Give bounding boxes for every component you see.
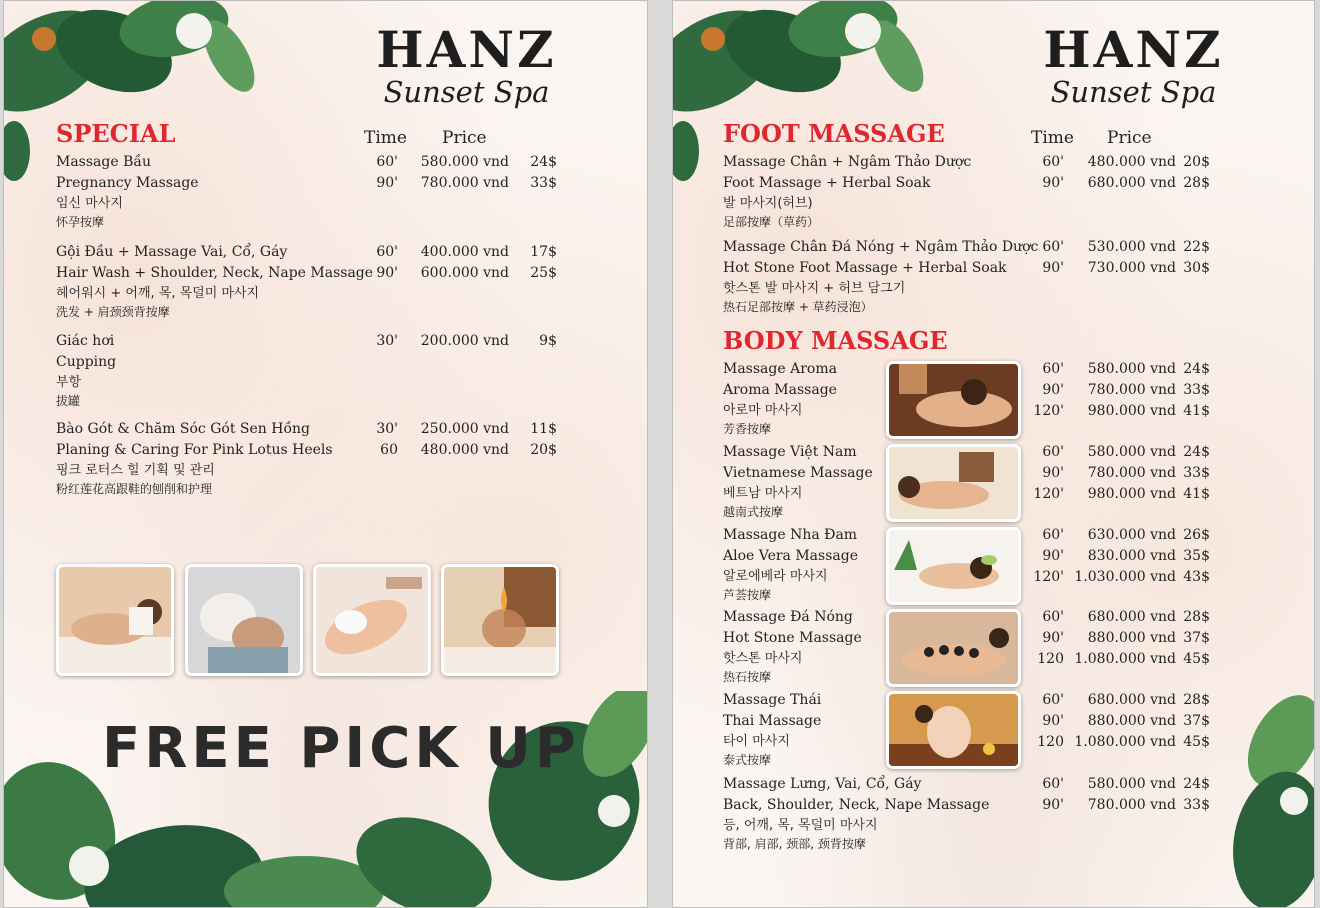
- item-name-en: Planing & Caring For Pink Lotus Heels: [56, 442, 333, 458]
- item-name-zh: 泰式按摩: [723, 753, 772, 767]
- price-vnd: 980.000 vnd: [1087, 403, 1176, 419]
- free-pick-up-banner: FREE PICK UP: [102, 716, 580, 781]
- price-vnd: 680.000 vnd: [1087, 692, 1176, 708]
- price-vnd: 250.000 vnd: [420, 421, 509, 437]
- item-name-ko: 타이 마사지: [723, 734, 790, 749]
- price-usd: 43$: [1183, 569, 1210, 585]
- item-name: Massage Việt Nam: [723, 444, 857, 460]
- price-vnd: 780.000 vnd: [1087, 382, 1176, 398]
- price-usd: 22$: [1183, 239, 1210, 255]
- item-name-en: Aroma Massage: [723, 382, 837, 398]
- item-name-en: Foot Massage + Herbal Soak: [723, 175, 931, 191]
- price-vnd: 880.000 vnd: [1087, 630, 1176, 646]
- item-name-zh: 背部, 肩部, 颈部, 颈背按摩: [723, 837, 866, 851]
- item-name-zh: 越南式按摩: [723, 505, 784, 519]
- section-title-body-massage: BODY MASSAGE: [723, 326, 948, 355]
- item-name-zh: 洗发 + 肩颈颈背按摩: [56, 305, 170, 319]
- item-name: Gội Đầu + Massage Vai, Cổ, Gáy: [56, 244, 288, 260]
- price-usd: 30$: [1183, 260, 1210, 276]
- price-vnd: 530.000 vnd: [1087, 239, 1176, 255]
- aroma-massage-photo: [886, 361, 1021, 439]
- item-name: Massage Bầu: [56, 154, 151, 170]
- price-usd: 45$: [1183, 651, 1210, 667]
- price-vnd: 580.000 vnd: [1087, 776, 1176, 792]
- item-name-zh: 热石按摩: [723, 670, 772, 684]
- item-name-ko: 베트남 마사지: [723, 486, 803, 501]
- item-name-ko: 헤어워시 + 어깨, 목, 목덜미 마사지: [56, 286, 260, 301]
- foliage-bottom-right-decoration: [1214, 691, 1314, 907]
- duration-label: 90': [1042, 713, 1064, 729]
- price-usd: 35$: [1183, 548, 1210, 564]
- menu-item: [723, 359, 837, 438]
- price-usd: 33$: [530, 175, 557, 191]
- cupping-photo: [441, 564, 559, 676]
- price-vnd: 600.000 vnd: [420, 265, 509, 281]
- hair-wash-photo: [185, 564, 303, 676]
- duration-label: 120: [1037, 734, 1064, 750]
- item-name-ko: 부항: [56, 375, 82, 390]
- price-usd: 37$: [1183, 713, 1210, 729]
- menu-item: [56, 242, 373, 321]
- duration-label: 90': [1042, 260, 1064, 276]
- item-name: Massage Chân + Ngâm Thảo Dược: [723, 154, 972, 170]
- duration-label: 90': [1042, 382, 1064, 398]
- duration-label: 90': [376, 175, 398, 191]
- price-vnd: 780.000 vnd: [1087, 797, 1176, 813]
- time-header: Time: [1031, 128, 1074, 148]
- item-name-en: Hot Stone Foot Massage + Herbal Soak: [723, 260, 1007, 276]
- duration-label: 120': [1033, 486, 1064, 502]
- price-usd: 25$: [530, 265, 557, 281]
- item-name-en: Cupping: [56, 354, 117, 370]
- duration-label: 30': [376, 333, 398, 349]
- menu-page-special: [3, 0, 648, 908]
- price-vnd: 200.000 vnd: [420, 333, 509, 349]
- price-usd: 45$: [1183, 734, 1210, 750]
- price-vnd: 580.000 vnd: [1087, 444, 1176, 460]
- item-name: Bào Gót & Chăm Sóc Gót Sen Hồng: [56, 421, 311, 437]
- duration-label: 60': [1042, 154, 1064, 170]
- time-header: Time: [364, 128, 407, 148]
- menu-item: [56, 331, 116, 410]
- price-usd: 20$: [1183, 154, 1210, 170]
- item-name-ko: 핫스톤 발 마사지 + 허브 담그기: [723, 281, 906, 296]
- brand-logo: [1031, 20, 1236, 109]
- price-usd: 24$: [1183, 361, 1210, 377]
- item-name-en: Back, Shoulder, Neck, Nape Massage: [723, 797, 990, 813]
- item-name-zh: 芦荟按摩: [723, 588, 772, 602]
- item-name-en: Thai Massage: [723, 713, 822, 729]
- duration-label: 60': [1042, 609, 1064, 625]
- heel-care-photo: [313, 564, 431, 676]
- item-name: Massage Đá Nóng: [723, 609, 853, 625]
- section-title-special: SPECIAL: [56, 119, 176, 148]
- price-vnd: 400.000 vnd: [420, 244, 509, 260]
- price-usd: 26$: [1183, 527, 1210, 543]
- duration-label: 90': [1042, 630, 1064, 646]
- price-usd: 37$: [1183, 630, 1210, 646]
- price-usd: 24$: [1183, 776, 1210, 792]
- price-vnd: 480.000 vnd: [1087, 154, 1176, 170]
- item-name: Massage Chân Đá Nóng + Ngâm Thảo Dược: [723, 239, 1039, 255]
- item-name: Massage Aroma: [723, 361, 837, 377]
- price-usd: 28$: [1183, 609, 1210, 625]
- menu-item: [723, 442, 873, 521]
- duration-label: 120: [1037, 651, 1064, 667]
- item-name-en: Aloe Vera Massage: [723, 548, 858, 564]
- item-name-ko: 핑크 로터스 힐 기획 및 관리: [56, 463, 215, 478]
- item-name-zh: 足部按摩（草药）: [723, 215, 820, 229]
- menu-item: [723, 237, 1038, 316]
- duration-label: 90': [376, 265, 398, 281]
- duration-label: 60': [376, 244, 398, 260]
- price-usd: 41$: [1183, 486, 1210, 502]
- item-name: Massage Thái: [723, 692, 822, 708]
- price-usd: 24$: [1183, 444, 1210, 460]
- duration-label: 60': [1042, 239, 1064, 255]
- item-name: Massage Lưng, Vai, Cổ, Gáy: [723, 776, 922, 792]
- price-vnd: 480.000 vnd: [420, 442, 509, 458]
- duration-label: 60': [1042, 692, 1064, 708]
- price-header: Price: [1107, 128, 1152, 148]
- duration-label: 90': [1042, 797, 1064, 813]
- item-name-ko: 발 마사지(허브): [723, 196, 813, 211]
- price-usd: 9$: [539, 333, 557, 349]
- vietnamese-massage-photo: [886, 444, 1021, 522]
- item-name-en: Hair Wash + Shoulder, Neck, Nape Massage: [56, 265, 374, 281]
- menu-page-massage: [672, 0, 1315, 908]
- duration-label: 120': [1033, 569, 1064, 585]
- price-vnd: 580.000 vnd: [1087, 361, 1176, 377]
- price-usd: 33$: [1183, 797, 1210, 813]
- duration-label: 60': [376, 154, 398, 170]
- price-vnd: 1.030.000 vnd: [1074, 569, 1176, 585]
- item-name-en: Pregnancy Massage: [56, 175, 199, 191]
- menu-item: [723, 774, 989, 853]
- price-vnd: 680.000 vnd: [1087, 175, 1176, 191]
- price-header: Price: [442, 128, 487, 148]
- duration-label: 60: [380, 442, 398, 458]
- price-vnd: 1.080.000 vnd: [1074, 651, 1176, 667]
- brand-subtitle: Sunset Spa: [383, 75, 550, 109]
- brand-name: HANZ: [1043, 20, 1224, 79]
- duration-label: 120': [1033, 403, 1064, 419]
- price-usd: 17$: [530, 244, 557, 260]
- price-usd: 33$: [1183, 382, 1210, 398]
- item-name-ko: 아로마 마사지: [723, 403, 803, 418]
- item-name-ko: 등, 어깨, 목, 목덜미 마사지: [723, 818, 878, 833]
- price-vnd: 680.000 vnd: [1087, 609, 1176, 625]
- price-vnd: 1.080.000 vnd: [1074, 734, 1176, 750]
- price-vnd: 730.000 vnd: [1087, 260, 1176, 276]
- hot-stone-massage-photo: [886, 609, 1021, 687]
- aloe-vera-massage-photo: [886, 527, 1021, 605]
- item-name-en: Vietnamese Massage: [723, 465, 873, 481]
- price-vnd: 980.000 vnd: [1087, 486, 1176, 502]
- duration-label: 60': [1042, 776, 1064, 792]
- item-name-zh: 热石足部按摩 + 草药浸泡）: [723, 300, 873, 314]
- menu-item: [723, 525, 858, 604]
- item-name: Giác hơi: [56, 333, 115, 349]
- duration-label: 30': [376, 421, 398, 437]
- price-vnd: 880.000 vnd: [1087, 713, 1176, 729]
- item-name-zh: 粉红莲花高跟鞋的刨削和护理: [56, 482, 213, 496]
- item-name-zh: 芳香按摩: [723, 422, 772, 436]
- item-name-zh: 拔罐: [56, 394, 81, 408]
- price-vnd: 580.000 vnd: [420, 154, 509, 170]
- section-title-foot-massage: FOOT MASSAGE: [723, 119, 945, 148]
- item-name: Massage Nha Đam: [723, 527, 858, 543]
- price-usd: 11$: [530, 421, 557, 437]
- brand-subtitle: Sunset Spa: [1050, 75, 1217, 109]
- price-usd: 28$: [1183, 175, 1210, 191]
- menu-item: [56, 152, 199, 231]
- duration-label: 60': [1042, 361, 1064, 377]
- item-name-zh: 怀孕按摩: [56, 215, 105, 229]
- price-usd: 33$: [1183, 465, 1210, 481]
- menu-item: [723, 690, 821, 769]
- item-name-ko: 핫스톤 마사지: [723, 651, 803, 666]
- price-vnd: 630.000 vnd: [1087, 527, 1176, 543]
- pregnancy-massage-photo: [56, 564, 174, 676]
- price-usd: 41$: [1183, 403, 1210, 419]
- price-usd: 20$: [530, 442, 557, 458]
- item-name-ko: 임신 마사지: [56, 196, 123, 211]
- price-usd: 24$: [530, 154, 557, 170]
- price-vnd: 830.000 vnd: [1087, 548, 1176, 564]
- item-name-en: Hot Stone Massage: [723, 630, 862, 646]
- brand-logo: [364, 20, 569, 109]
- duration-label: 60': [1042, 527, 1064, 543]
- duration-label: 90': [1042, 175, 1064, 191]
- duration-label: 90': [1042, 465, 1064, 481]
- duration-label: 90': [1042, 548, 1064, 564]
- duration-label: 60': [1042, 444, 1064, 460]
- price-usd: 28$: [1183, 692, 1210, 708]
- brand-name: HANZ: [376, 20, 557, 79]
- item-name-ko: 알로에베라 마사지: [723, 569, 828, 584]
- price-vnd: 780.000 vnd: [1087, 465, 1176, 481]
- menu-item: [56, 419, 333, 498]
- menu-item: [723, 152, 971, 231]
- thai-massage-photo: [886, 691, 1021, 769]
- menu-item: [723, 607, 862, 686]
- price-vnd: 780.000 vnd: [420, 175, 509, 191]
